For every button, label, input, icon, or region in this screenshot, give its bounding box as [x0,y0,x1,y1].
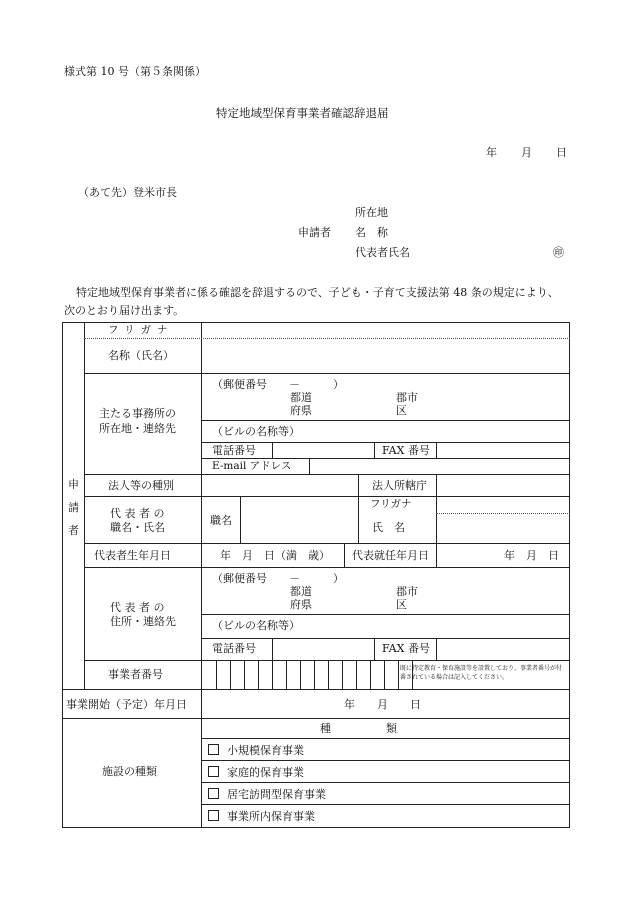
checkbox-icon[interactable] [208,766,219,777]
office-fax-label: FAX 番号 [382,444,430,457]
office-phone-label: 電話番号 [212,444,256,457]
rep-phone-label: 電話番号 [212,642,256,655]
rep-birth-label: 代表者生年月日 [94,549,171,562]
rep-birth-value: 年 月 日（満 歳） [220,549,330,562]
rep-todofuken-1: 都道 [290,585,312,598]
corp-office-label: 法人所轄庁 [372,479,427,492]
date-year: 年 [486,146,497,159]
rep-addr-label-line1: 代 表 者 の [110,601,165,614]
business-no-note: 既に特定教育・保育施設等を設置しており、事業者番号が付番されている場合は記入してください。 [400,665,563,681]
representative-name-label: 代表者氏名 [355,246,410,259]
office-gunshi-1: 郡市 [396,391,418,404]
type-header: 種 類 [320,722,397,735]
facility-type-label: 施設の種類 [102,765,157,778]
applicant-name-label: 名 称 [355,226,388,239]
rep-start-label: 代表就任年月日 [352,549,429,562]
facility-option-small-scale[interactable]: 小規模保育事業 [208,744,304,756]
rep-todofuken-2: 府県 [290,598,312,611]
office-postal: （郵便番号 － ） [212,378,344,391]
facility-option-home-visit[interactable]: 居宅訪問型保育事業 [208,788,326,800]
date-month: 月 [521,146,532,159]
rep-addr-label-line2: 住所・連絡先 [110,615,176,628]
office-email-label: E-mail アドレス [212,460,292,472]
rep-building: （ビルの名称等） [212,619,300,632]
form-number: 様式第 10 号（第５条関係） [64,65,206,78]
rep-gunshi-2: 区 [396,598,407,611]
rep-label-line2: 職名・氏名 [110,521,165,534]
facility-option-workplace[interactable]: 事業所内保育事業 [208,810,315,822]
applicant-address-label: 所在地 [355,206,388,219]
addressee: （あて先）登米市長 [78,186,177,199]
office-todofuken-1: 都道 [290,391,312,404]
facility-option-home-based[interactable]: 家庭的保育事業 [208,766,304,778]
name-value-cell[interactable] [202,339,569,373]
start-date-value: 年 月 日 [344,698,421,711]
office-label-line1: 主たる事務所の [99,407,176,420]
side-label-char-3: 者 [68,524,79,537]
name-label: 名称（氏名） [108,349,174,362]
rep-label-line1: 代 表 者 の [110,507,165,520]
date-day: 日 [556,146,567,159]
rep-furigana-label: フリガナ [370,498,412,510]
office-gunshi-2: 区 [396,404,407,417]
rep-shimei-label: 氏 名 [372,521,405,534]
rep-start-value: 年 月 日 [504,549,559,562]
furigana-label: フリガナ [108,324,174,336]
office-building: （ビルの名称等） [212,425,300,438]
rep-postal: （郵便番号 － ） [212,572,344,585]
corp-type-label: 法人等の種別 [108,479,174,492]
office-todofuken-2: 府県 [290,404,312,417]
document-title: 特定地域型保育事業者確認辞退届 [216,106,389,120]
business-no-label: 事業者番号 [108,668,163,681]
rep-fax-label: FAX 番号 [382,642,430,655]
start-date-label: 事業開始（予定）年月日 [66,698,187,711]
rep-gunshi-1: 郡市 [396,585,418,598]
body-text-line2: 次のとおり届け出ます。 [64,304,185,317]
job-title-label: 職名 [210,514,232,527]
office-label-line2: 所在地・連絡先 [99,422,176,435]
checkbox-icon[interactable] [208,788,219,799]
applicant-label: 申請者 [298,226,331,239]
checkbox-icon[interactable] [208,744,219,755]
checkbox-icon[interactable] [208,810,219,821]
seal-icon: ㊞ [553,246,564,259]
side-label-char-2: 請 [68,501,79,514]
application-form-table [62,322,570,828]
body-text-line1: 特定地域型保育事業者に係る確認を辞退するので、子ども・子育て支援法第 48 条の規定により、 [76,286,559,299]
side-label-char-1: 申 [68,478,79,491]
